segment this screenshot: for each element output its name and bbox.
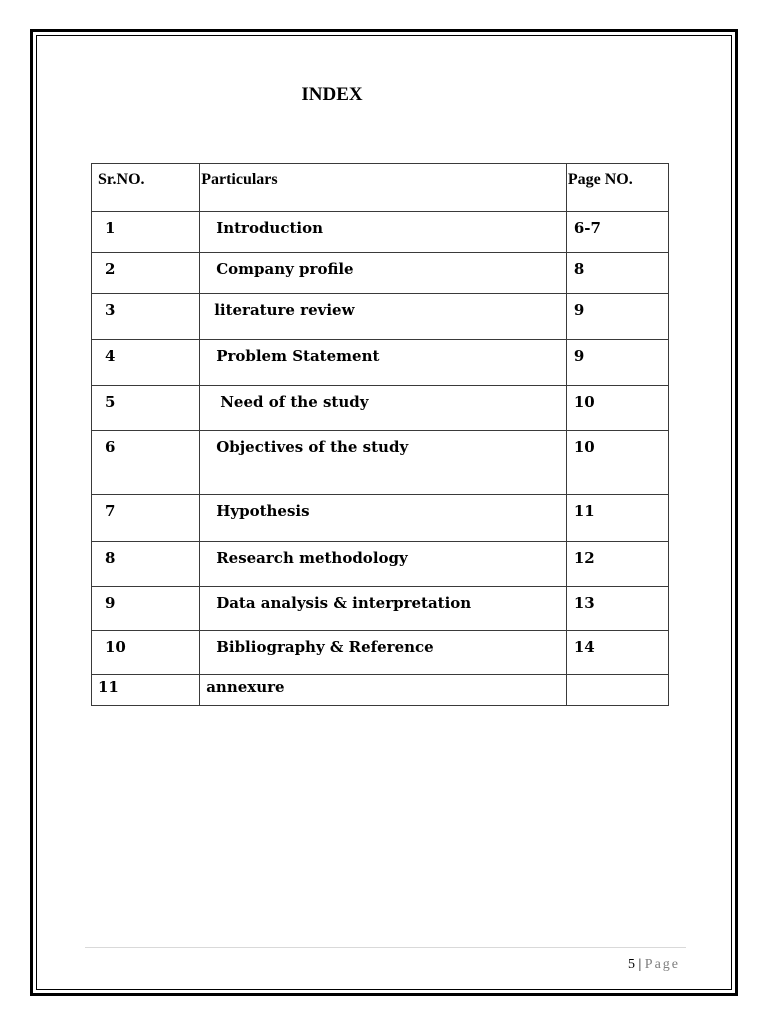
sr-cell: 1 <box>92 212 200 253</box>
particulars-cell: Company profile <box>200 253 567 294</box>
particulars-cell: Bibliography & Reference <box>200 631 567 675</box>
page-cell: 11 <box>566 495 668 542</box>
page-cell: 8 <box>566 253 668 294</box>
particulars-cell: Research methodology <box>200 542 567 587</box>
table-row <box>92 587 669 631</box>
sr-cell: 5 <box>92 386 200 431</box>
particulars-cell: Need of the study <box>200 386 567 431</box>
header-particulars: Particulars <box>200 164 567 212</box>
page-title: INDEX <box>301 84 363 105</box>
page-footer <box>560 957 680 973</box>
page-cell: 14 <box>566 631 668 675</box>
sr-cell: 2 <box>92 253 200 294</box>
table-row <box>92 542 669 587</box>
table-row <box>92 495 669 542</box>
table-row <box>92 675 669 706</box>
table-row <box>92 431 669 495</box>
sr-cell: 3 <box>92 294 200 340</box>
particulars-cell: annexure <box>200 675 567 706</box>
particulars-cell: literature review <box>200 294 567 340</box>
page-label: Page <box>644 957 680 972</box>
table-row <box>92 340 669 386</box>
page-number: 5 <box>627 957 635 972</box>
page-cell: 13 <box>566 587 668 631</box>
page-cell: 9 <box>566 294 668 340</box>
page-cell: 10 <box>566 386 668 431</box>
index-table <box>91 163 669 706</box>
table-header-row <box>92 164 669 212</box>
sr-cell: 6 <box>92 431 200 495</box>
particulars-cell: Objectives of the study <box>200 431 567 495</box>
page-cell: 6-7 <box>566 212 668 253</box>
sr-cell: 9 <box>92 587 200 631</box>
table-row <box>92 386 669 431</box>
footer-separator: | <box>638 957 642 972</box>
page-cell <box>566 675 668 706</box>
sr-cell: 11 <box>92 675 200 706</box>
page-cell: 9 <box>566 340 668 386</box>
particulars-cell: Introduction <box>200 212 567 253</box>
particulars-cell: Data analysis & interpretation <box>200 587 567 631</box>
page-cell: 10 <box>566 431 668 495</box>
particulars-cell: Hypothesis <box>200 495 567 542</box>
table-row <box>92 253 669 294</box>
sr-cell: 8 <box>92 542 200 587</box>
table-row <box>92 294 669 340</box>
sr-cell: 10 <box>92 631 200 675</box>
header-page-no: Page NO. <box>566 164 668 212</box>
header-sr-no: Sr.NO. <box>92 164 200 212</box>
table-row <box>92 631 669 675</box>
table-row <box>92 212 669 253</box>
sr-cell: 4 <box>92 340 200 386</box>
page-cell: 12 <box>566 542 668 587</box>
particulars-cell: Problem Statement <box>200 340 567 386</box>
footer-divider <box>85 947 686 948</box>
sr-cell: 7 <box>92 495 200 542</box>
